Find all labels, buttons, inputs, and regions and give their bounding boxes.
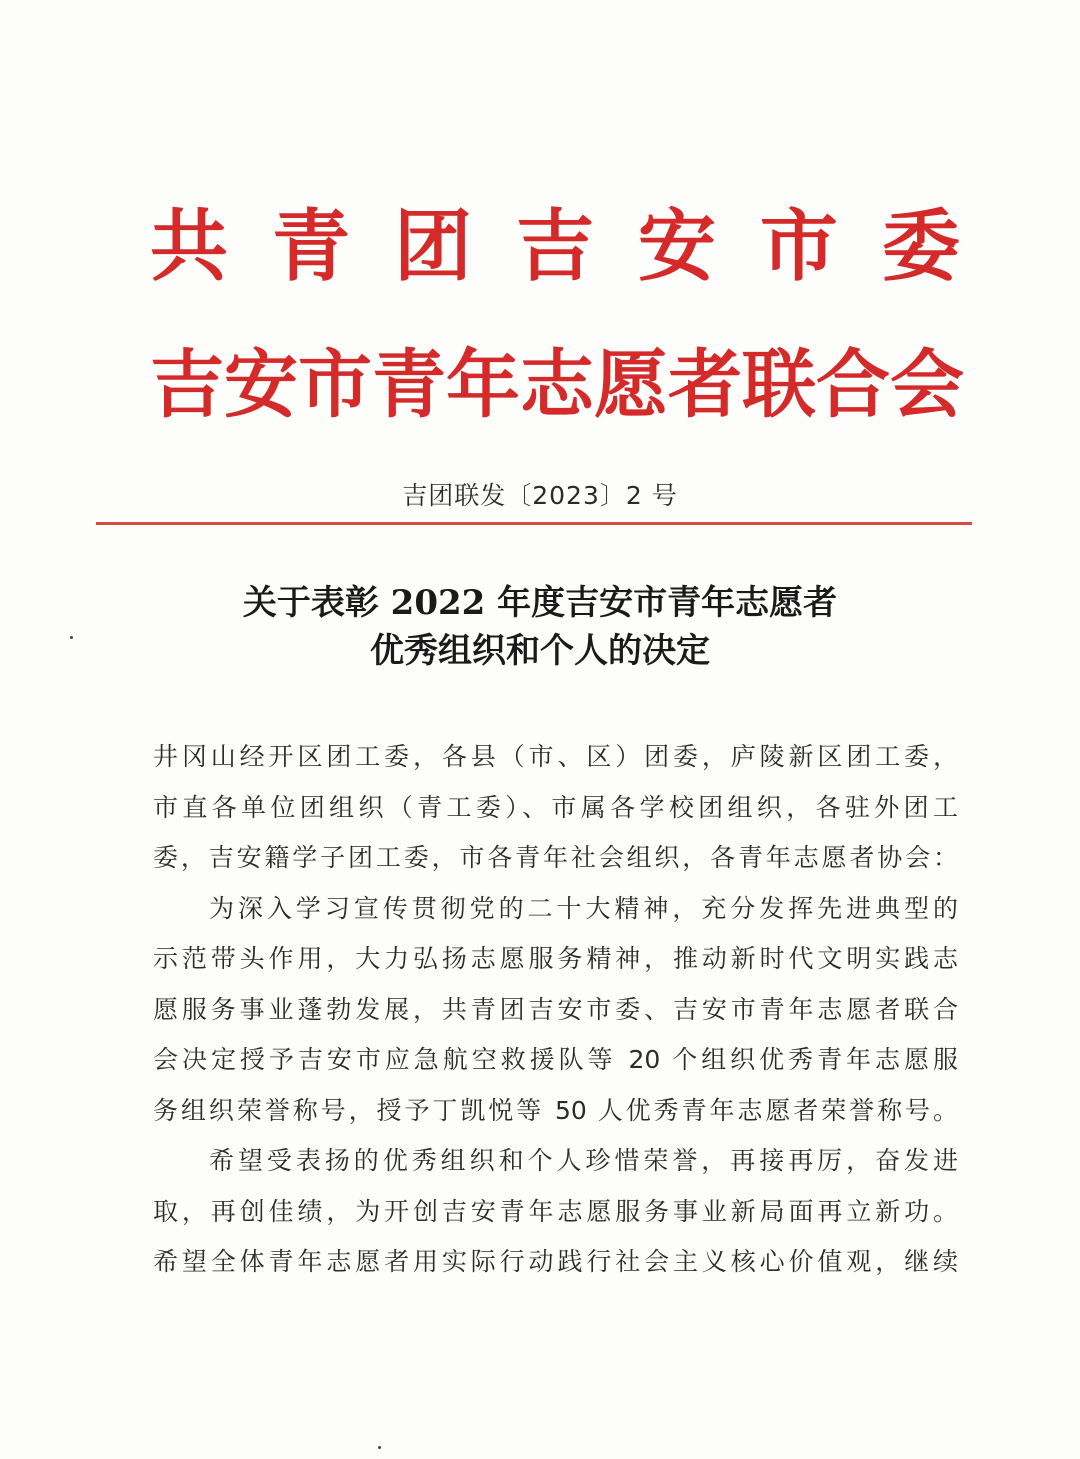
body-line: 取，再创佳绩，为开创吉安青年志愿服务事业新局面再立新功。 (153, 1196, 958, 1226)
scan-speck (378, 1446, 381, 1449)
issuer-char: 青 (271, 201, 350, 292)
body-line: 示范带头作用，大力弘扬志愿服务精神，推动新时代文明实践志 (153, 944, 958, 973)
issuer-char: 共 (150, 201, 229, 292)
issuer-char: 安 (637, 201, 716, 292)
document-title-line-2: 优秀组织和个人的决定 (370, 631, 710, 671)
scan-speck (70, 636, 73, 639)
body-line: 委，吉安籍学子团工委，市各青年社会组织，各青年志愿者协会： (153, 843, 958, 872)
body-line: 愿服务事业蓬勃发展，共青团吉安市委、吉安市青年志愿者联合 (153, 994, 958, 1024)
body-line: 务组织荣誉称号，授予丁凯悦等 50 人优秀青年志愿者荣誉称号。 (153, 1095, 958, 1125)
document-number: 吉团联发〔2023〕2 号 (402, 481, 678, 510)
document-body (153, 735, 958, 1291)
issuer-char: 市 (759, 201, 838, 292)
issuer-line-1 (150, 201, 960, 292)
red-separator-rule (96, 522, 972, 525)
body-line: 为深入学习宣传贯彻党的二十大精神，充分发挥先进典型的 (209, 893, 958, 923)
body-line: 会决定授予吉安市应急航空救援队等 20 个组织优秀青年志愿服 (153, 1045, 958, 1074)
issuer-char: 吉 (515, 201, 594, 292)
body-line: 希望全体青年志愿者用实际行动践行社会主义核心价值观，继续 (153, 1247, 958, 1276)
document-title-line-1: 关于表彰 2022 年度吉安市青年志愿者 (242, 583, 838, 623)
issuer-line-2: 吉安市青年志愿者联合会 (150, 342, 964, 428)
issuer-char: 委 (881, 201, 960, 292)
body-line: 希望受表扬的优秀组织和个人珍惜荣誉，再接再厉，奋发进 (209, 1146, 958, 1175)
issuer-char: 团 (393, 201, 472, 292)
body-line: 井冈山经开区团工委，各县（市、区）团委，庐陵新区团工委， (153, 742, 958, 771)
body-line: 市直各单位团组织（青工委）、市属各学校团组织，各驻外团工 (153, 792, 958, 822)
